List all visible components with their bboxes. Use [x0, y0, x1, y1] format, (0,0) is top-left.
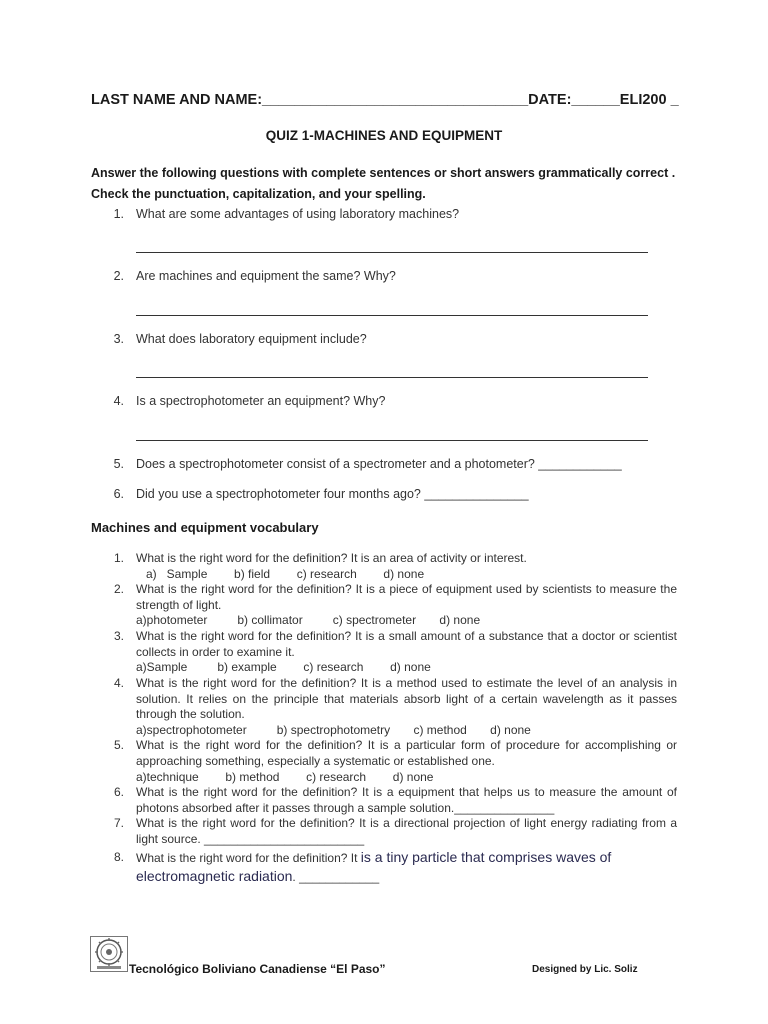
vocabulary-heading: Machines and equipment vocabulary: [91, 520, 319, 535]
question-number: 1.: [113, 207, 124, 221]
vocab-question: What is the right word for the definition? It is a method used to estimate the level of an analysis in solution. It relies on the principle that materials absorb light of a certain wavelength as it passes through the solution.: [136, 676, 677, 722]
question-number: 2.: [113, 269, 124, 283]
answer-line-3[interactable]: [136, 377, 648, 378]
vocab-options: a)technique b) method c) research d) none: [136, 770, 434, 784]
question-number: 4.: [113, 394, 124, 408]
question-text: Does a spectrophotometer consist of a spectrometer and a photometer? ____________: [136, 457, 622, 471]
institute-name: Tecnológico Boliviano Canadiense “El Paso”: [129, 962, 386, 976]
answer-line-1[interactable]: [136, 252, 648, 253]
vocab-question: What is the right word for the definition? It is a equipment that helps us to measure the amount of photons absorbed after it passes through a sample solution._______________: [136, 785, 677, 815]
answer-line-4[interactable]: [136, 440, 648, 441]
vocab-number: 7.: [113, 816, 124, 830]
question-text: Did you use a spectrophotometer four months ago? _______________: [136, 487, 529, 501]
vocab-options: a) Sample b) field c) research d) none: [136, 567, 425, 581]
institute-seal-icon: [90, 936, 128, 972]
date-label: DATE:: [528, 92, 572, 108]
question-number: 3.: [113, 332, 124, 346]
vocab-question: What is the right word for the definition? It is a piece of equipment used by scientists to measure the strength of light.: [136, 582, 677, 612]
name-label: LAST NAME AND NAME:: [91, 92, 263, 108]
name-date-header: [91, 92, 691, 108]
answer-line-2[interactable]: [136, 315, 648, 316]
vocab-question: What is the right word for the definition? It is a directional projection of light energy radiating from a light source. ________________________: [136, 816, 677, 846]
seal-graphic: [91, 937, 127, 971]
vocab-question-8: What is the right word for the definition? It is a tiny particle that comprises waves of electromagnetic radiation. ____________: [136, 849, 612, 884]
vocab-number: 4.: [113, 676, 124, 690]
name-blank[interactable]: _________________________________: [262, 92, 529, 108]
quiz-title: QUIZ 1-MACHINES AND EQUIPMENT: [265, 128, 503, 143]
vocab-question: What is the right word for the definition? It is a particular form of procedure for accomplishing or approaching something, especially a systematic or established one.: [136, 738, 677, 768]
instruction-line-2: Check the punctuation, capitalization, and your spelling.: [91, 187, 426, 201]
date-blank[interactable]: ______: [571, 92, 620, 108]
vocab-options: a)spectrophotometer b) spectrophotometry c) method d) none: [136, 723, 531, 737]
question-number: 5.: [113, 457, 124, 471]
vocab-question: What is the right word for the definition? It is a small amount of a substance that a doctor or scientist collects in order to examine it.: [136, 629, 677, 659]
designer-credit: Designed by Lic. Soliz: [532, 964, 638, 975]
course-code: ELI200 _: [619, 92, 679, 108]
question-text: Are machines and equipment the same? Why?: [136, 269, 396, 283]
vocab-question: What is the right word for the definition? It is an area of activity or interest.: [136, 551, 527, 565]
question-number: 6.: [113, 487, 124, 501]
vocab-options: a)photometer b) collimator c) spectrometer d) none: [136, 613, 481, 627]
question-text: Is a spectrophotometer an equipment? Why?: [136, 394, 386, 408]
vocab-number: 6.: [113, 785, 124, 799]
vocab-number: 8.: [113, 850, 124, 864]
vocab-number: 1.: [113, 551, 124, 565]
vocab-options: a)Sample b) example c) research d) none: [136, 660, 431, 674]
vocab-number: 3.: [113, 629, 124, 643]
question-text: What does laboratory equipment include?: [136, 332, 367, 346]
vocab-number: 2.: [113, 582, 124, 596]
question-text: What are some advantages of using laboratory machines?: [136, 207, 460, 221]
vocab-number: 5.: [113, 738, 124, 752]
instruction-line-1: Answer the following questions with complete sentences or short answers grammatically correct .: [91, 166, 676, 180]
